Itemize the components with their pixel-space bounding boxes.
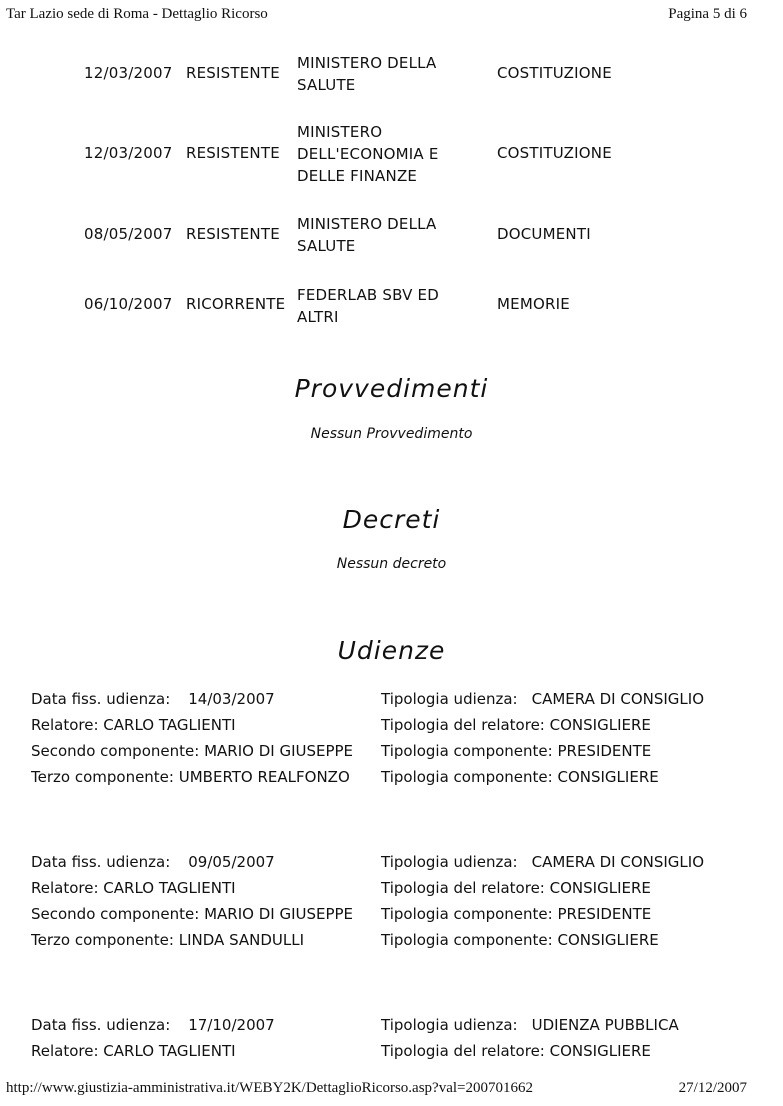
field-label: Tipologia udienza: bbox=[381, 853, 518, 871]
field-label: Tipologia componente: bbox=[381, 742, 553, 760]
field-value: CONSIGLIERE bbox=[549, 716, 651, 734]
filing-role: RESISTENTE bbox=[186, 64, 280, 82]
field-label: Tipologia udienza: bbox=[381, 690, 518, 708]
field-value: UMBERTO REALFONZO bbox=[178, 768, 350, 786]
hearing-field bbox=[381, 742, 651, 762]
filing-date: 08/05/2007 bbox=[84, 225, 173, 243]
hearing-field bbox=[31, 853, 275, 873]
filing-type: MEMORIE bbox=[497, 295, 570, 313]
print-footer-url: http://www.giustizia-amministrativa.it/WEBY2K/DettaglioRicorso.asp?val=200701662 bbox=[6, 1080, 533, 1096]
field-value: MARIO DI GIUSEPPE bbox=[204, 742, 354, 760]
hearing-field bbox=[31, 879, 236, 899]
field-label: Terzo componente: bbox=[31, 768, 174, 786]
field-label: Tipologia del relatore: bbox=[381, 716, 545, 734]
filing-type: DOCUMENTI bbox=[497, 225, 591, 243]
print-header-title: Tar Lazio sede di Roma - Dettaglio Ricorso bbox=[6, 6, 268, 22]
hearing-field bbox=[381, 690, 704, 710]
field-label: Secondo componente: bbox=[31, 905, 200, 923]
hearing-field bbox=[381, 1042, 651, 1062]
section-note-provvedimenti: Nessun Provvedimento bbox=[310, 426, 473, 442]
section-title-udienze: Udienze bbox=[337, 636, 446, 665]
field-value: CARLO TAGLIENTI bbox=[103, 716, 236, 734]
field-label: Tipologia del relatore: bbox=[381, 879, 545, 897]
field-value: CAMERA DI CONSIGLIO bbox=[531, 853, 705, 871]
filing-date: 12/03/2007 bbox=[84, 144, 173, 162]
filing-role: RICORRENTE bbox=[186, 295, 286, 313]
field-label: Tipologia udienza: bbox=[381, 1016, 518, 1034]
field-value: CONSIGLIERE bbox=[549, 1042, 651, 1060]
filing-party bbox=[297, 284, 482, 328]
hearing-field bbox=[31, 931, 304, 951]
print-footer-date: 27/12/2007 bbox=[678, 1080, 747, 1096]
print-header-page-number: Pagina 5 di 6 bbox=[668, 6, 747, 22]
hearing-field bbox=[31, 690, 275, 710]
hearing-field bbox=[31, 1016, 275, 1036]
filing-party bbox=[297, 52, 482, 96]
hearing-field bbox=[31, 1042, 236, 1062]
field-value: CONSIGLIERE bbox=[557, 768, 659, 786]
field-label: Secondo componente: bbox=[31, 742, 200, 760]
field-label: Tipologia componente: bbox=[381, 905, 553, 923]
party-line: ALTRI bbox=[297, 308, 339, 326]
hearing-field bbox=[381, 1016, 679, 1036]
filing-date: 12/03/2007 bbox=[84, 64, 173, 82]
party-line: FEDERLAB SBV ED bbox=[297, 286, 439, 304]
field-label: Relatore: bbox=[31, 716, 99, 734]
field-value: LINDA SANDULLI bbox=[178, 931, 305, 949]
field-value: CONSIGLIERE bbox=[557, 931, 659, 949]
filing-role: RESISTENTE bbox=[186, 144, 280, 162]
field-label: Tipologia del relatore: bbox=[381, 1042, 545, 1060]
field-value: CAMERA DI CONSIGLIO bbox=[531, 690, 705, 708]
hearing-field bbox=[381, 879, 651, 899]
party-line: MINISTERO DELLA bbox=[297, 215, 437, 233]
hearing-field bbox=[31, 716, 236, 736]
field-label: Terzo componente: bbox=[31, 931, 174, 949]
field-value: MARIO DI GIUSEPPE bbox=[204, 905, 354, 923]
field-value: 09/05/2007 bbox=[188, 853, 275, 871]
field-value: 14/03/2007 bbox=[188, 690, 275, 708]
field-label: Tipologia componente: bbox=[381, 931, 553, 949]
party-line: DELL'ECONOMIA E bbox=[297, 145, 439, 163]
hearing-field bbox=[381, 905, 651, 925]
party-line: SALUTE bbox=[297, 76, 356, 94]
party-line: MINISTERO DELLA bbox=[297, 54, 437, 72]
field-label: Tipologia componente: bbox=[381, 768, 553, 786]
field-label: Data fiss. udienza: bbox=[31, 853, 171, 871]
field-label: Relatore: bbox=[31, 1042, 99, 1060]
field-value: CARLO TAGLIENTI bbox=[103, 879, 236, 897]
field-value: PRESIDENTE bbox=[557, 742, 652, 760]
filing-type: COSTITUZIONE bbox=[497, 144, 612, 162]
field-value: UDIENZA PUBBLICA bbox=[531, 1016, 679, 1034]
party-line: MINISTERO bbox=[297, 123, 383, 141]
filing-type: COSTITUZIONE bbox=[497, 64, 612, 82]
filing-party bbox=[297, 121, 482, 187]
hearing-field bbox=[381, 716, 651, 736]
field-value: PRESIDENTE bbox=[557, 905, 652, 923]
section-note-decreti: Nessun decreto bbox=[336, 556, 447, 572]
section-title-provvedimenti: Provvedimenti bbox=[294, 374, 489, 403]
hearing-field bbox=[31, 742, 353, 762]
field-value: CONSIGLIERE bbox=[549, 879, 651, 897]
field-label: Relatore: bbox=[31, 879, 99, 897]
section-title-decreti: Decreti bbox=[342, 505, 441, 534]
field-value: CARLO TAGLIENTI bbox=[103, 1042, 236, 1060]
field-value: 17/10/2007 bbox=[188, 1016, 275, 1034]
hearing-field bbox=[381, 853, 704, 873]
filing-role: RESISTENTE bbox=[186, 225, 280, 243]
party-line: DELLE FINANZE bbox=[297, 167, 418, 185]
hearing-field bbox=[381, 931, 659, 951]
hearing-field bbox=[381, 768, 659, 788]
hearing-field bbox=[31, 905, 353, 925]
hearing-field bbox=[31, 768, 350, 788]
field-label: Data fiss. udienza: bbox=[31, 690, 171, 708]
party-line: SALUTE bbox=[297, 237, 356, 255]
field-label: Data fiss. udienza: bbox=[31, 1016, 171, 1034]
filing-party bbox=[297, 213, 482, 257]
filing-date: 06/10/2007 bbox=[84, 295, 173, 313]
